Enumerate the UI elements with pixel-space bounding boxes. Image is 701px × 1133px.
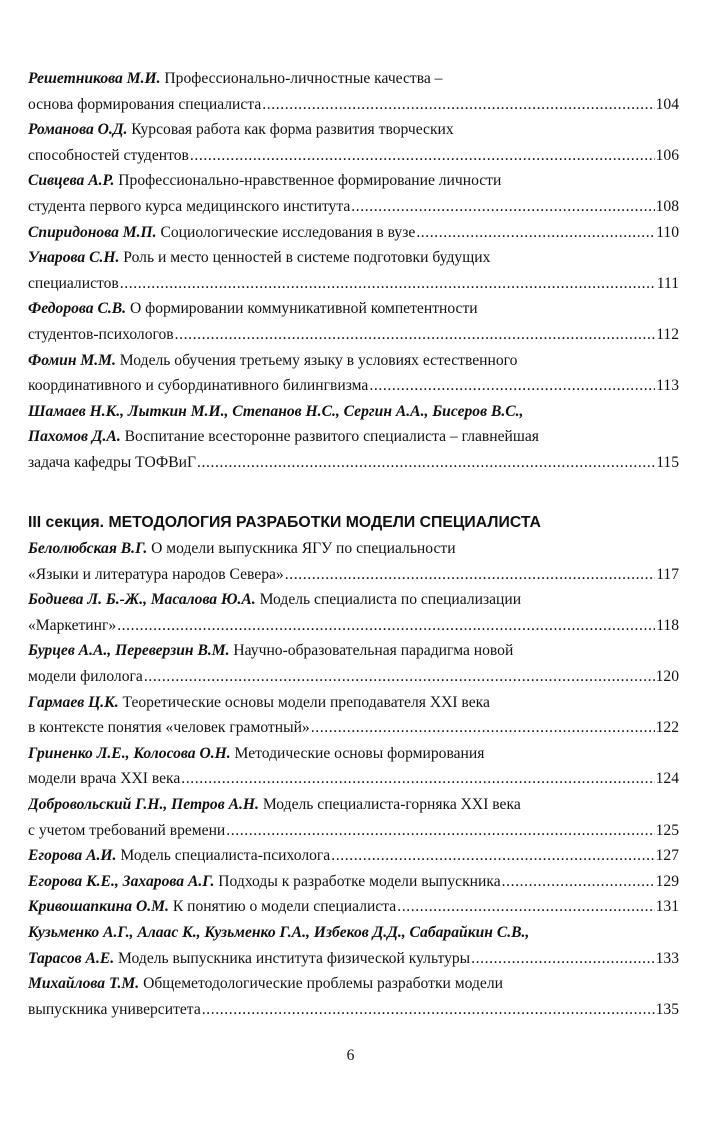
toc-entry xyxy=(28,245,679,296)
entry-text-run xyxy=(28,946,470,972)
entry-authors: Федорова С.В. xyxy=(28,300,127,318)
entry-page-number: 124 xyxy=(655,770,679,788)
entry-title: О формировании коммуникативной компетентности xyxy=(126,300,478,318)
toc-entry-line xyxy=(28,946,679,972)
entry-title: Роль и место ценностей в системе подготовки будущих xyxy=(119,249,491,267)
toc-entry-line xyxy=(28,638,679,664)
entry-text-run xyxy=(28,450,196,476)
toc-entry-line xyxy=(28,322,679,348)
entry-text-run xyxy=(28,271,119,297)
entry-text-run xyxy=(28,715,310,741)
entry-page-number: 129 xyxy=(655,872,679,890)
entry-authors: Унарова С.Н. xyxy=(28,249,120,267)
dot-leader xyxy=(226,818,654,844)
entry-text-run xyxy=(28,664,143,690)
entry-authors: Кривошапкина О.М. xyxy=(28,898,169,916)
section-heading: III секция. МЕТОДОЛОГИЯ РАЗРАБОТКИ МОДЕЛИ СПЕЦИАЛИСТА xyxy=(28,514,541,531)
entry-authors: Решетникова М.И. xyxy=(28,70,161,87)
entry-title: Модель специалиста по специализации xyxy=(255,591,522,609)
toc-group-1 xyxy=(28,66,679,476)
toc-entry-line xyxy=(28,971,679,997)
toc-entry-line xyxy=(28,424,679,450)
entry-authors: Михайлова Т.М. xyxy=(28,975,140,993)
entry-page-number: 115 xyxy=(656,453,679,471)
entry-authors: Бодиева Л. Б.-Ж., Масалова Ю.А. xyxy=(28,591,256,609)
entry-title: модели врача XXI века xyxy=(28,770,181,788)
dot-leader xyxy=(190,143,655,169)
entry-title: Профессионально-нравственное формирование личности xyxy=(114,172,502,190)
toc-entry xyxy=(28,399,679,476)
entry-authors: Шамаев Н.К., Лыткин М.И., Степанов Н.С., Сергин А.А., Бисеров В.С., xyxy=(28,402,524,420)
toc-entry xyxy=(28,690,679,741)
toc-entry xyxy=(28,638,679,689)
entry-page-number: 122 xyxy=(655,719,679,737)
toc-entry xyxy=(28,869,679,895)
entry-authors: Пахомов Д.А. xyxy=(28,428,121,446)
toc-entry-line xyxy=(28,373,679,399)
entry-text-run xyxy=(28,143,189,169)
entry-title: с учетом требований времени xyxy=(28,821,226,839)
entry-text-run xyxy=(28,818,225,844)
toc-entry-line xyxy=(28,997,679,1023)
toc-entry-line xyxy=(28,143,679,169)
toc-entry-line xyxy=(28,843,679,869)
entry-title: Модель выпускника института физической культуры xyxy=(114,949,471,967)
entry-title: модели филолога xyxy=(28,667,143,685)
entry-page-number: 104 xyxy=(655,95,679,113)
dot-leader xyxy=(502,869,655,895)
entry-text-run xyxy=(28,894,396,920)
entry-page-number: 106 xyxy=(655,146,679,164)
toc-entry xyxy=(28,348,679,399)
toc-entry xyxy=(28,296,679,347)
dot-leader xyxy=(416,220,655,246)
toc-entry-line xyxy=(28,450,679,476)
entry-title: Профессионально-личностные качества – xyxy=(160,70,443,87)
dot-leader xyxy=(397,894,654,920)
toc-entry-line xyxy=(28,245,679,271)
entry-title: К понятию о модели специалиста xyxy=(168,898,397,916)
toc-entry xyxy=(28,66,679,117)
entry-page-number: 133 xyxy=(655,949,679,967)
toc-entry-line xyxy=(28,690,679,716)
entry-text-run xyxy=(28,373,368,399)
page-number: 6 xyxy=(346,1047,355,1064)
entry-page-number: 120 xyxy=(655,667,679,685)
entry-title: Методические основы формирования xyxy=(230,744,485,762)
toc-entry-line xyxy=(28,296,679,322)
toc-entry-line xyxy=(28,348,679,374)
dot-leader xyxy=(144,664,655,690)
entry-title: О модели выпускника ЯГУ по специальности xyxy=(147,540,456,557)
toc-entry xyxy=(28,920,679,971)
entry-authors: Кузьменко А.Г., Алаас К., Кузьменко Г.А., Избеков Д.Д., Сабарайкин С.В., xyxy=(28,923,530,941)
toc-entry xyxy=(28,220,679,246)
dot-leader xyxy=(311,715,655,741)
toc-entry-line xyxy=(28,271,679,297)
entry-text-run xyxy=(28,869,501,895)
toc-entry-line xyxy=(28,792,679,818)
dot-leader xyxy=(120,271,656,297)
toc-entry-line xyxy=(28,715,679,741)
entry-title: студента первого курса медицинского института xyxy=(28,197,351,215)
entry-title: «Маркетинг» xyxy=(28,616,117,634)
entry-page-number: 117 xyxy=(656,565,679,583)
entry-title: Общеметодологические проблемы разработки модели xyxy=(139,975,503,993)
entry-title: Социологические исследования в вузе xyxy=(156,223,416,241)
toc-entry xyxy=(28,741,679,792)
entry-page-number: 112 xyxy=(656,325,679,343)
toc-entry-line xyxy=(28,818,679,844)
dot-leader xyxy=(262,92,654,118)
entry-authors: Спиридонова М.П. xyxy=(28,223,157,241)
toc-entry-line xyxy=(28,399,679,425)
entry-title: координативного и субординативного билингвизма xyxy=(28,377,369,395)
entry-authors: Фомин М.М. xyxy=(28,351,116,369)
toc-entry xyxy=(28,587,679,638)
toc-group-2 xyxy=(28,510,679,1022)
toc-entry-line xyxy=(28,664,679,690)
entry-page-number: 108 xyxy=(655,197,679,215)
entry-title: выпускника университета xyxy=(28,1000,201,1018)
dot-leader xyxy=(285,562,655,588)
toc-entry xyxy=(28,971,679,1022)
entry-title: Модель обучения третьему языку в условиях естественного xyxy=(115,351,518,369)
entry-authors: Сивцева А.Р. xyxy=(28,172,115,190)
entry-authors: Белолюбская В.Г. xyxy=(28,540,148,557)
dot-leader xyxy=(117,613,655,639)
entry-title: Модель специалиста-горняка XXI века xyxy=(258,795,521,813)
toc-entry-line xyxy=(28,741,679,767)
dot-leader xyxy=(471,946,654,972)
entry-title: «Языки и литература народов Севера» xyxy=(28,565,284,583)
toc-entry-line xyxy=(28,220,679,246)
entry-authors: Бурцев А.А., Переверзин В.М. xyxy=(28,642,230,660)
toc-entry-line xyxy=(28,587,679,613)
dot-leader xyxy=(351,194,654,220)
toc-entry-line xyxy=(28,562,679,588)
entry-page-number: 135 xyxy=(655,1000,679,1018)
toc-entry-line xyxy=(28,66,679,92)
entry-page-number: 113 xyxy=(656,377,679,395)
dot-leader xyxy=(202,997,655,1023)
toc-entry xyxy=(28,168,679,219)
entry-title: Подходы к разработке модели выпускника xyxy=(214,872,501,890)
entry-text-run xyxy=(28,220,415,246)
entry-title: Модель специалиста-психолога xyxy=(116,847,331,865)
toc-entry xyxy=(28,117,679,168)
toc-entry-line xyxy=(28,894,679,920)
toc-entry xyxy=(28,792,679,843)
entry-title: Воспитание всесторонне развитого специалиста – главнейшая xyxy=(120,428,539,446)
entry-text-run xyxy=(28,843,330,869)
toc-entry xyxy=(28,894,679,920)
entry-text-run xyxy=(28,322,174,348)
entry-text-run xyxy=(28,997,201,1023)
entry-authors: Егорова К.Е., Захарова А.Г. xyxy=(28,872,215,890)
entry-title: задача кафедры ТОФВиГ xyxy=(28,453,197,471)
entry-page-number: 125 xyxy=(655,821,679,839)
toc-entry-line xyxy=(28,766,679,792)
toc-entry-line xyxy=(28,92,679,118)
entry-authors: Егорова А.И. xyxy=(28,847,117,865)
entry-page-number: 110 xyxy=(656,223,679,241)
entry-title: студентов-психологов xyxy=(28,325,174,343)
entry-title: Теоретические основы модели преподавателя XXI века xyxy=(118,693,490,711)
toc-entry-line xyxy=(28,920,679,946)
dot-leader xyxy=(331,843,654,869)
entry-title: Курсовая работа как форма развития творческих xyxy=(127,121,454,139)
entry-text-run xyxy=(28,766,180,792)
toc-entry-line xyxy=(28,194,679,220)
toc-entry xyxy=(28,843,679,869)
toc-entry-line xyxy=(28,536,679,562)
toc-entry-line xyxy=(28,168,679,194)
entry-title: Научно-образовательная парадигма новой xyxy=(229,642,514,660)
entry-text-run xyxy=(28,92,261,118)
toc-entry xyxy=(28,536,679,587)
dot-leader xyxy=(175,322,656,348)
dot-leader xyxy=(369,373,655,399)
entry-authors: Гармаев Ц.К. xyxy=(28,693,119,711)
toc-entry-line xyxy=(28,613,679,639)
toc-entry-line xyxy=(28,117,679,143)
entry-authors: Романова О.Д. xyxy=(28,121,128,139)
entry-authors: Тарасов А.Е. xyxy=(28,949,115,967)
entry-page-number: 111 xyxy=(656,274,679,292)
entry-authors: Добровольский Г.Н., Петров А.Н. xyxy=(28,795,259,813)
entry-page-number: 127 xyxy=(655,847,679,865)
toc-entry-line xyxy=(28,869,679,895)
entry-title: основа формирования специалиста xyxy=(28,95,262,113)
dot-leader xyxy=(197,450,655,476)
entry-page-number: 118 xyxy=(656,616,679,634)
entry-title: способностей студентов xyxy=(28,146,189,164)
entry-text-run xyxy=(28,613,116,639)
entry-title: специалистов xyxy=(28,274,119,292)
entry-text-run xyxy=(28,194,350,220)
entry-title: в контексте понятия «человек грамотный» xyxy=(28,719,310,737)
dot-leader xyxy=(181,766,654,792)
entry-text-run xyxy=(28,562,284,588)
entry-authors: Гриненко Л.Е., Колосова О.Н. xyxy=(28,744,231,762)
entry-page-number: 131 xyxy=(655,898,679,916)
